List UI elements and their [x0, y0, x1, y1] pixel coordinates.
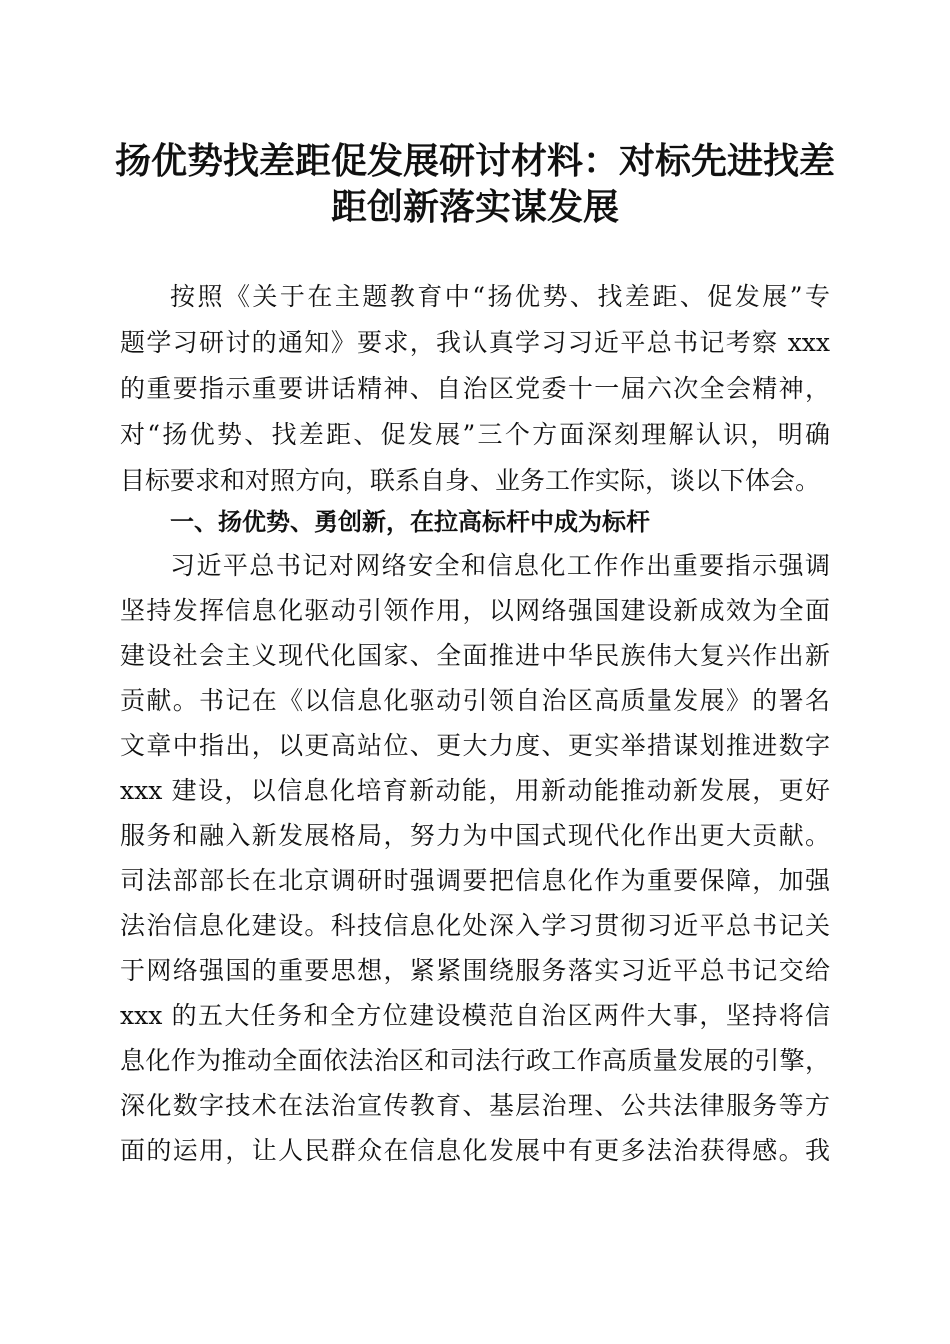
paragraph-2-line-2: 坚持发挥信息化驱动引领作用，以网络强国建设新成效为全面: [120, 596, 830, 625]
document-title-line-1: 扬优势找差距促发展研讨材料：对标先进找差: [114, 140, 835, 182]
paragraph-2-line-10: 于网络强国的重要思想，紧紧围绕服务落实习近平总书记交给: [120, 956, 830, 985]
paragraph-1-line-3: 的重要指示重要讲话精神、自治区党委十一届六次全会精神，: [120, 374, 830, 403]
paragraph-2-line-6: xxx 建设，以信息化培育新动能，用新动能推动新发展，更好: [120, 776, 830, 805]
paragraph-2-line-12: 息化作为推动全面依法治区和司法行政工作高质量发展的引擎，: [120, 1046, 830, 1075]
paragraph-1-line-4: 对“扬优势、找差距、促发展”三个方面深刻理解认识，明确: [120, 420, 830, 449]
paragraph-2-line-5: 文章中指出，以更高站位、更大力度、更实举措谋划推进数字: [120, 731, 830, 760]
paragraph-2-line-3: 建设社会主义现代化国家、全面推进中华民族伟大复兴作出新: [120, 641, 830, 670]
paragraph-2-line-11: xxx 的五大任务和全方位建设模范自治区两件大事，坚持将信: [120, 1001, 830, 1030]
paragraph-2-line-9: 法治信息化建设。科技信息化处深入学习贯彻习近平总书记关: [120, 911, 830, 940]
paragraph-2-line-14: 面的运用，让人民群众在信息化发展中有更多法治获得感。我: [120, 1136, 830, 1165]
paragraph-2-line-1: 习近平总书记对网络安全和信息化工作作出重要指示强调: [170, 551, 830, 580]
paragraph-2-line-7: 服务和融入新发展格局，努力为中国式现代化作出更大贡献。: [120, 821, 830, 850]
paragraph-2-line-4: 贡献。书记在《以信息化驱动引领自治区高质量发展》的署名: [120, 686, 830, 715]
document-title-line-2: 距创新落实谋发展: [330, 186, 619, 228]
paragraph-1-line-5: 目标要求和对照方向，联系自身、业务工作实际，谈以下体会。: [120, 466, 821, 495]
paragraph-2-line-8: 司法部部长在北京调研时强调要把信息化作为重要保障，加强: [120, 866, 830, 895]
paragraph-2-line-13: 深化数字技术在法治宣传教育、基层治理、公共法律服务等方: [120, 1091, 830, 1120]
section-1-heading: 一、扬优势、勇创新，在拉高标杆中成为标杆: [170, 508, 650, 536]
paragraph-1-line-2: 题学习研讨的通知》要求，我认真学习习近平总书记考察 xxx: [120, 328, 830, 357]
paragraph-1-line-1: 按照《关于在主题教育中“扬优势、找差距、促发展”专: [170, 282, 830, 311]
